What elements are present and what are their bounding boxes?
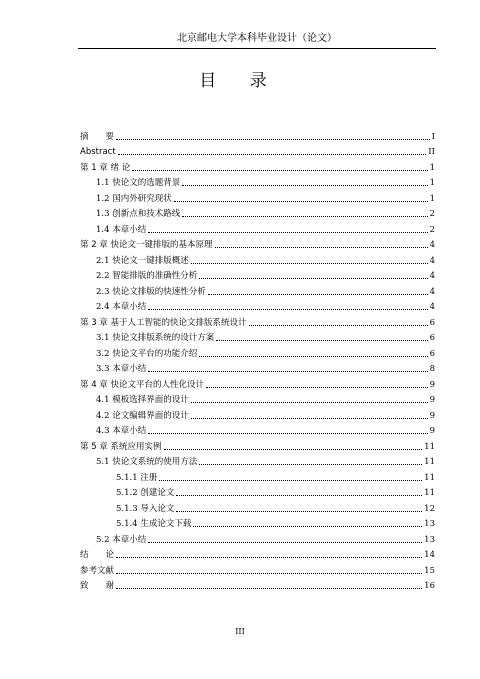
toc-entry[interactable] bbox=[80, 281, 435, 297]
toc-entry[interactable] bbox=[80, 204, 435, 220]
toc-entry-page: 1 bbox=[429, 178, 435, 188]
toc-entry-page: 14 bbox=[424, 550, 435, 560]
toc-dot-leader bbox=[216, 340, 427, 341]
toc-entry-page: 9 bbox=[429, 426, 435, 436]
toc-entry[interactable] bbox=[80, 142, 435, 158]
toc-dot-leader bbox=[116, 557, 422, 558]
toc-entry-page: 4 bbox=[429, 302, 435, 312]
toc-entry[interactable] bbox=[80, 359, 435, 375]
toc-entry[interactable] bbox=[80, 421, 435, 437]
toc-dot-leader bbox=[174, 201, 428, 202]
toc-entry-label: 2.2 智能排版的准确性分析 bbox=[96, 271, 198, 281]
toc-dot-leader bbox=[118, 154, 427, 155]
toc-entry-page: 9 bbox=[429, 379, 435, 390]
toc-entry[interactable] bbox=[80, 157, 435, 173]
toc-dot-leader bbox=[148, 433, 427, 434]
toc-dot-leader bbox=[176, 495, 422, 496]
toc-entry-label: 3.2 快论文平台的功能介绍 bbox=[96, 348, 198, 359]
toc-entry[interactable] bbox=[80, 250, 435, 266]
toc-entry-page: 13 bbox=[424, 534, 435, 545]
toc-entry-page: II bbox=[428, 147, 435, 157]
toc-entry-label: 第 3 章 基于人工智能的快论文排版系统设计 bbox=[80, 317, 247, 328]
toc-entry-label: 4.2 论文编辑界面的设计 bbox=[96, 410, 189, 421]
toc-entry[interactable] bbox=[80, 545, 435, 561]
toc-entry-label: 4.1 模板选择界面的设计 bbox=[96, 395, 189, 405]
toc-entry-label: 第 5 章 系统应用实例 bbox=[80, 441, 162, 452]
toc-dot-leader bbox=[191, 263, 428, 264]
toc-dot-leader bbox=[182, 216, 427, 217]
toc-dot-leader bbox=[159, 480, 422, 481]
toc-entry-label: 5.1.2 创建论文 bbox=[116, 488, 175, 498]
toc-entry[interactable] bbox=[80, 467, 435, 483]
toc-entry-label: Abstract bbox=[80, 147, 116, 157]
toc-entry[interactable] bbox=[80, 452, 435, 468]
toc-entry-page: 15 bbox=[424, 565, 435, 576]
toc-dot-leader bbox=[199, 278, 427, 279]
toc-dot-leader bbox=[193, 526, 422, 527]
toc-dot-leader bbox=[116, 139, 430, 140]
toc-entry-label: 致 谢 bbox=[80, 581, 115, 591]
toc-dot-leader bbox=[206, 387, 428, 388]
toc-entry-page: 1 bbox=[429, 162, 435, 173]
toc-entry-label: 结 论 bbox=[80, 550, 115, 560]
toc-entry-page: 4 bbox=[429, 286, 435, 297]
toc-entry-label: 5.1 快论文系统的使用方法 bbox=[96, 457, 198, 467]
toc-entry[interactable] bbox=[80, 235, 435, 251]
toc-dot-leader bbox=[208, 294, 428, 295]
toc-entry-label: 2.3 快论文排版的快速性分析 bbox=[96, 286, 206, 297]
toc-dot-leader bbox=[148, 371, 427, 372]
toc-entry[interactable] bbox=[80, 498, 435, 514]
toc-entry-label: 2.4 本章小结 bbox=[96, 302, 147, 312]
toc-entry[interactable] bbox=[80, 328, 435, 344]
toc-entry-label: 1.4 本章小结 bbox=[96, 224, 147, 235]
page-title: 目 录 bbox=[199, 71, 281, 91]
toc-entry-page: 1 bbox=[429, 193, 435, 204]
toc-dot-leader bbox=[249, 325, 428, 326]
toc-entry-label: 第 2 章 快论文一键排版的基本原理 bbox=[80, 240, 213, 250]
toc-entry-page: 16 bbox=[424, 581, 435, 591]
toc-entry-label: 摘 要 bbox=[80, 131, 115, 142]
toc-entry-label: 第 1 章 绪 论 bbox=[80, 162, 131, 173]
toc-entry-page: I bbox=[431, 131, 435, 142]
toc-entry[interactable] bbox=[80, 560, 435, 576]
toc-entry-label: 1.2 国内外研究现状 bbox=[96, 193, 172, 204]
toc-entry-page: 9 bbox=[429, 395, 435, 405]
toc-entry-label: 5.1.1 注册 bbox=[116, 472, 158, 483]
toc-entry[interactable] bbox=[80, 483, 435, 499]
toc-entry-label: 5.2 本章小结 bbox=[96, 534, 147, 545]
toc-entry[interactable] bbox=[80, 374, 435, 390]
page-number: III bbox=[235, 627, 245, 636]
toc-entry[interactable] bbox=[80, 297, 435, 313]
toc-entry-label: 1.1 快论文的选题背景 bbox=[96, 178, 181, 188]
toc-entry-page: 9 bbox=[429, 410, 435, 421]
table-of-contents bbox=[80, 126, 435, 591]
toc-entry[interactable] bbox=[80, 188, 435, 204]
toc-entry-page: 6 bbox=[429, 317, 435, 328]
toc-entry-page: 12 bbox=[424, 503, 435, 514]
toc-dot-leader bbox=[215, 247, 428, 248]
toc-entry[interactable] bbox=[80, 390, 435, 406]
toc-dot-leader bbox=[176, 511, 422, 512]
page-header: 北京邮电大学本科毕业设计（论文） bbox=[78, 29, 436, 49]
toc-dot-leader bbox=[182, 185, 427, 186]
toc-entry[interactable] bbox=[80, 126, 435, 142]
toc-entry-label: 2.1 快论文一键排版概述 bbox=[96, 255, 189, 266]
toc-entry[interactable] bbox=[80, 514, 435, 530]
toc-entry[interactable] bbox=[80, 436, 435, 452]
toc-dot-leader bbox=[191, 418, 428, 419]
toc-entry-label: 3.3 本章小结 bbox=[96, 364, 147, 374]
toc-entry[interactable] bbox=[80, 266, 435, 282]
toc-entry-page: 11 bbox=[424, 441, 435, 452]
toc-entry-page: 8 bbox=[429, 364, 435, 374]
toc-entry-label: 参考文献 bbox=[80, 565, 115, 576]
toc-entry-label: 5.1.4 生成论文下载 bbox=[116, 519, 192, 529]
toc-dot-leader bbox=[116, 573, 422, 574]
toc-dot-leader bbox=[148, 232, 427, 233]
toc-entry-label: 1.3 创新点和技术路线 bbox=[96, 209, 181, 219]
toc-entry-page: 11 bbox=[424, 472, 435, 483]
toc-dot-leader bbox=[148, 309, 427, 310]
toc-entry-label: 3.1 快论文排版系统的设计方案 bbox=[96, 333, 215, 343]
toc-entry[interactable] bbox=[80, 312, 435, 328]
toc-entry-page: 2 bbox=[429, 209, 435, 219]
toc-entry[interactable] bbox=[80, 173, 435, 189]
toc-entry[interactable] bbox=[80, 405, 435, 421]
toc-entry[interactable] bbox=[80, 576, 435, 592]
toc-dot-leader bbox=[148, 542, 422, 543]
toc-entry-page: 4 bbox=[429, 240, 435, 250]
toc-entry-page: 4 bbox=[429, 271, 435, 281]
toc-dot-leader bbox=[191, 402, 428, 403]
toc-entry-label: 4.3 本章小结 bbox=[96, 426, 147, 436]
toc-dot-leader bbox=[164, 449, 423, 450]
toc-entry[interactable] bbox=[80, 343, 435, 359]
toc-entry-label: 第 4 章 快论文平台的人性化设计 bbox=[80, 379, 205, 390]
toc-entry-page: 6 bbox=[429, 348, 435, 359]
toc-dot-leader bbox=[132, 170, 427, 171]
toc-entry-page: 11 bbox=[424, 457, 435, 467]
toc-entry-label: 5.1.3 导入论文 bbox=[116, 503, 175, 514]
toc-entry-page: 13 bbox=[424, 519, 435, 529]
toc-dot-leader bbox=[199, 356, 427, 357]
toc-dot-leader bbox=[199, 464, 422, 465]
toc-entry-page: 4 bbox=[429, 255, 435, 266]
toc-dot-leader bbox=[116, 588, 422, 589]
toc-entry-page: 11 bbox=[424, 488, 435, 498]
toc-entry[interactable] bbox=[80, 219, 435, 235]
toc-entry-page: 2 bbox=[429, 224, 435, 235]
toc-entry[interactable] bbox=[80, 529, 435, 545]
toc-entry-page: 6 bbox=[429, 333, 435, 343]
